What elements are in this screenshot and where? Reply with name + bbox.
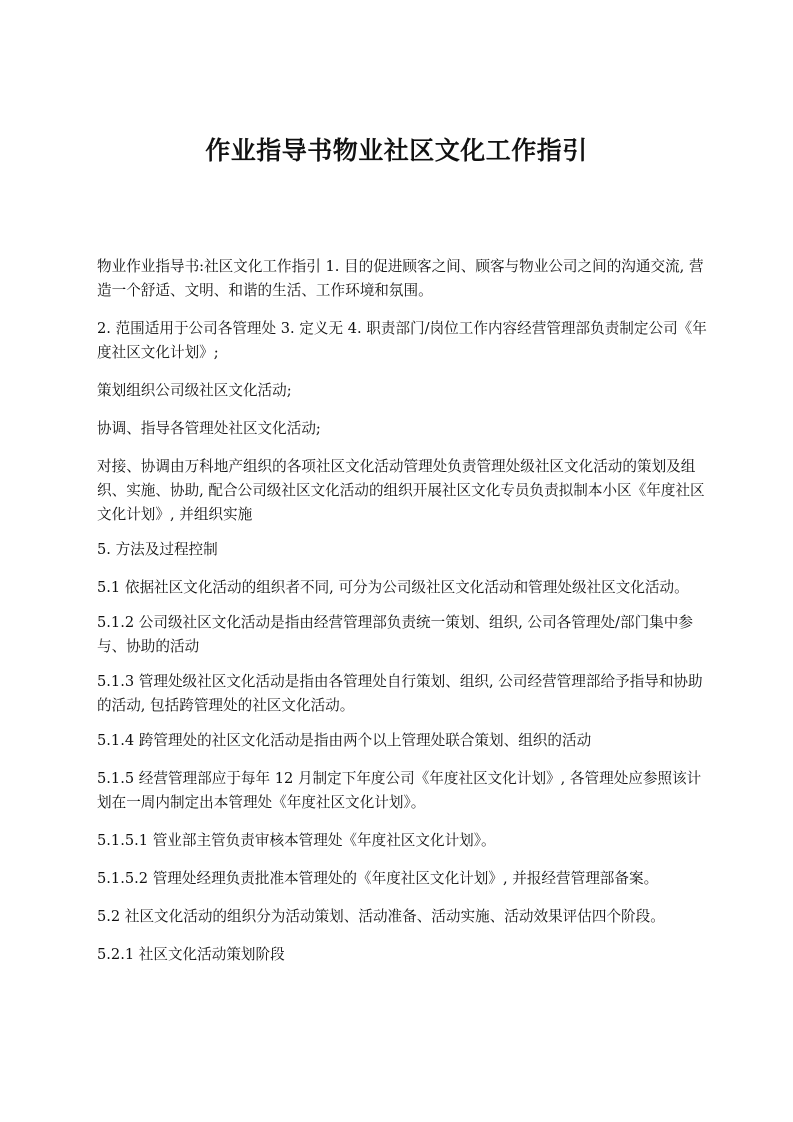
paragraph-plan-company: 策划组织公司级社区文化活动;: [97, 382, 292, 399]
paragraph-scope: 2. 范围适用于公司各管理处 3. 定义无 4. 职责部门/岗位工作内容经营管理部负责制定公司《年度社区文化计划》;: [97, 320, 707, 361]
paragraph-section-5: 5. 方法及过程控制: [97, 541, 218, 558]
paragraph-purpose: 物业作业指导书:社区文化工作指引 1. 目的促进顾客之间、顾客与物业公司之间的沟通交流, 营造一个舒适、文明、和谐的生活、工作环境和氛围。: [97, 258, 704, 299]
paragraph-5-1: 5.1 依据社区文化活动的组织者不同, 可分为公司级社区文化活动和管理处级社区文化活动。: [97, 579, 689, 596]
paragraph-coordinate: 协调、指导各管理处社区文化活动;: [97, 420, 321, 437]
document-title: 作业指导书物业社区文化工作指引: [205, 136, 588, 165]
document-body: [97, 255, 712, 981]
paragraph-5-2: 5.2 社区文化活动的组织分为活动策划、活动准备、活动实施、活动效果评估四个阶段。: [97, 908, 665, 925]
paragraph-liaison: 对接、协调由万科地产组织的各项社区文化活动管理处负责管理处级社区文化活动的策划及组织、实施、协助, 配合公司级社区文化活动的组织开展社区文化专员负责拟制本小区《年度社区文化计划》, 并组织实施: [97, 458, 705, 523]
paragraph-5-1-3: 5.1.3 管理处级社区文化活动是指由各管理处自行策划、组织, 公司经营管理部给予指导和协助的活动, 包括跨管理处的社区文化活动。: [97, 673, 703, 714]
paragraph-5-1-2: 5.1.2 公司级社区文化活动是指由经营管理部负责统一策划、组织, 公司各管理处/部门集中参与、协助的活动: [97, 614, 693, 655]
paragraph-5-1-5-1: 5.1.5.1 管业部主管负责审核本管理处《年度社区文化计划》。: [97, 832, 496, 849]
paragraph-5-1-5: 5.1.5 经营管理部应于每年 12 月制定下年度公司《年度社区文化计划》, 各管理处应参照该计划在一周内制定出本管理处《年度社区文化计划》。: [97, 770, 702, 811]
paragraph-5-1-5-2: 5.1.5.2 管理处经理负责批准本管理处的《年度社区文化计划》, 并报经营管理部备案。: [97, 870, 659, 887]
paragraph-5-2-1: 5.2.1 社区文化活动策划阶段: [97, 946, 285, 963]
paragraph-5-1-4: 5.1.4 跨管理处的社区文化活动是指由两个以上管理处联合策划、组织的活动: [97, 732, 592, 749]
